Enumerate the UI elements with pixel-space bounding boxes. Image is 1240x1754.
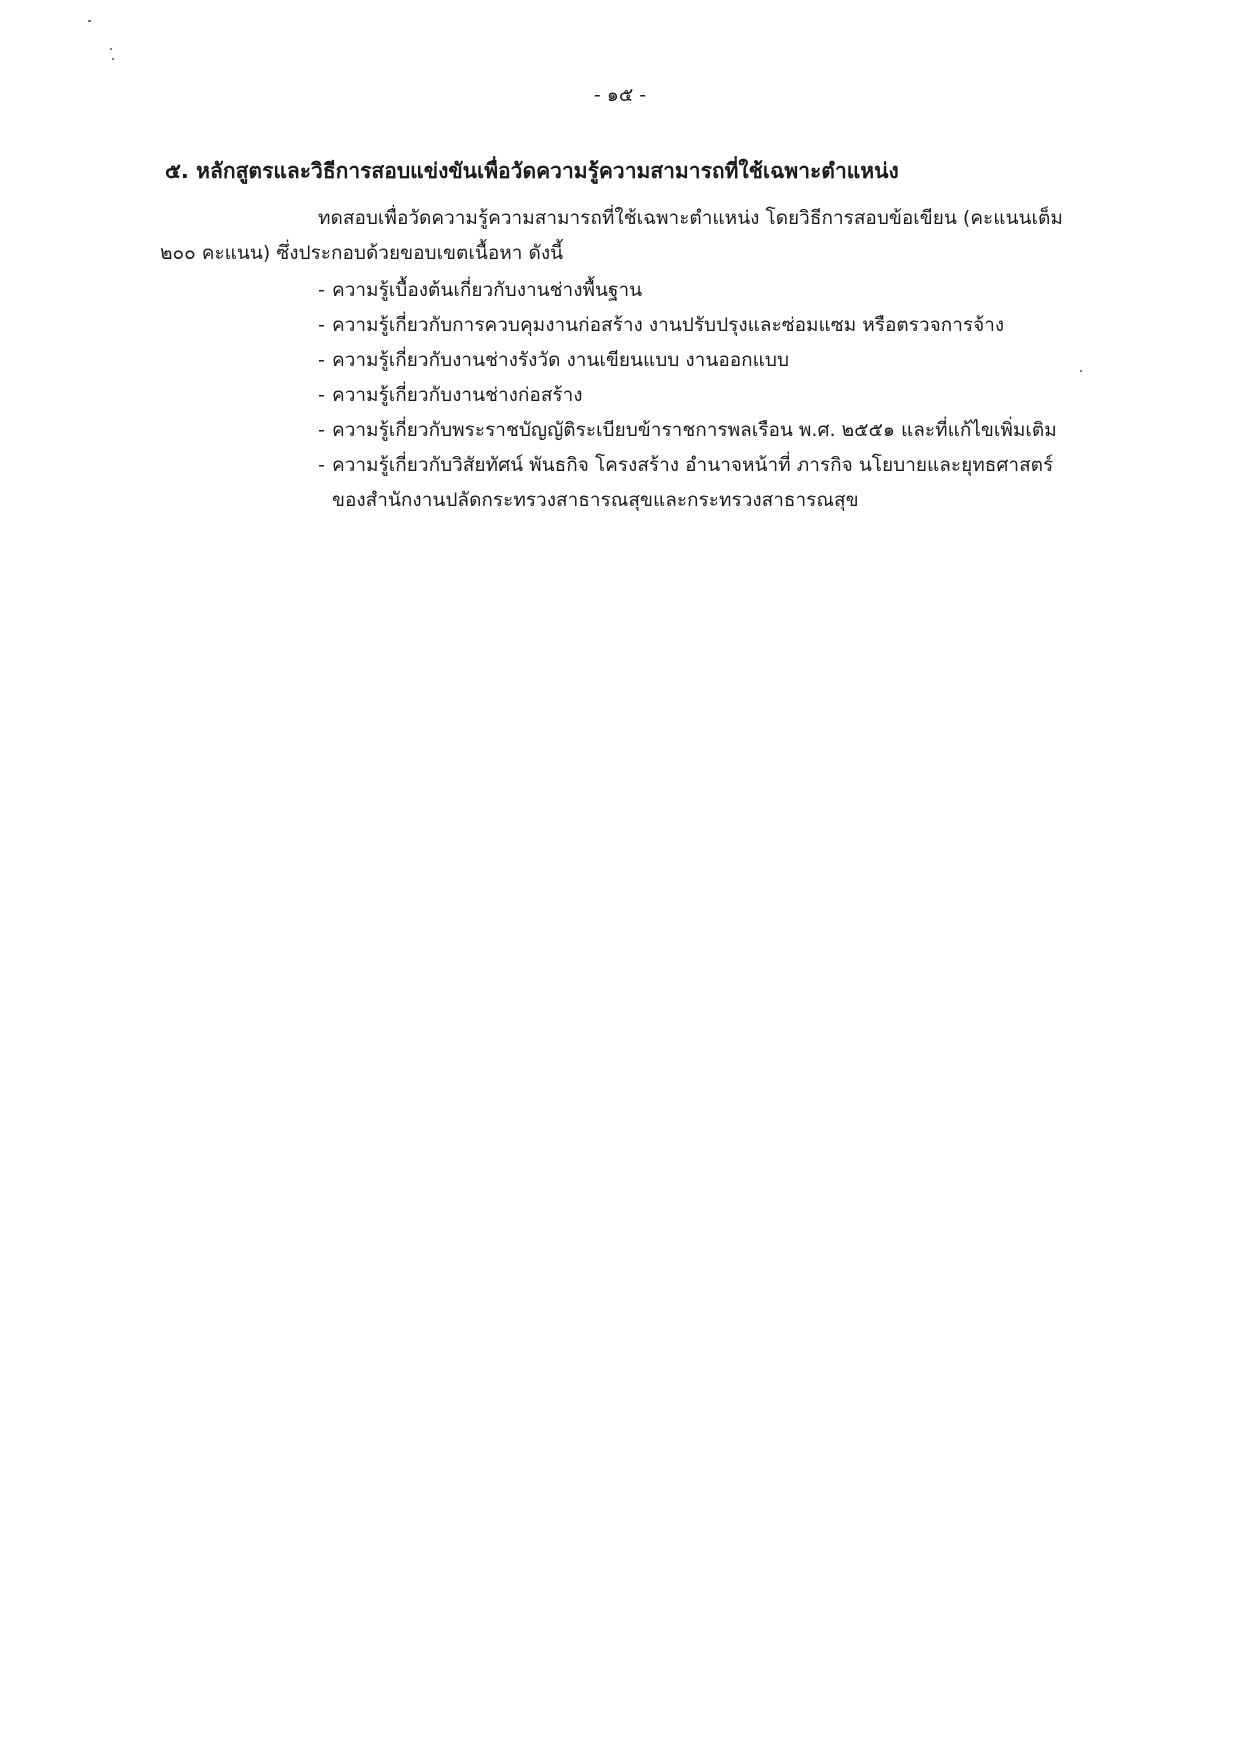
bullet-dash: - [318,384,325,406]
bullet-dash: - [318,419,325,441]
list-item [318,448,1057,518]
list-item-text: ความรู้เกี่ยวกับวิสัยทัศน์ พันธกิจ โครงสร้าง อำนาจหน้าที่ ภารกิจ นโยบายและยุทธศาสตร์ [332,454,1054,476]
page-number: - ๑๕ - [593,84,647,106]
scan-speck [88,20,91,22]
bullet-dash: - [318,349,325,371]
scan-speck [110,48,112,50]
intro-paragraph-line-1: ทดสอบเพื่อวัดความรู้ความสามารถที่ใช้เฉพาะตำแหน่ง โดยวิธีการสอบข้อเขียน (คะแนนเต็ม [318,207,1063,229]
list-item [318,413,1057,448]
content-scope-list [318,273,1057,518]
list-item-text: ความรู้เบื้องต้นเกี่ยวกับงานช่างพื้นฐาน [332,279,643,301]
list-item-text: ความรู้เกี่ยวกับการควบคุมงานก่อสร้าง งานปรับปรุงและซ่อมแซม หรือตรวจการจ้าง [332,314,1005,336]
bullet-dash: - [318,279,325,301]
list-item [318,378,1057,413]
bullet-dash: - [318,314,325,336]
list-item-text: ความรู้เกี่ยวกับงานช่างรังวัด งานเขียนแบบ งานออกแบบ [332,349,790,371]
scan-speck [1080,370,1082,372]
list-item [318,308,1057,343]
scan-speck [112,58,114,60]
list-item-continuation: ของสำนักงานปลัดกระทรวงสาธารณสุขและกระทรวงสาธารณสุข [332,489,859,511]
bullet-dash: - [318,454,325,476]
list-item [318,343,1057,378]
list-item-text: ความรู้เกี่ยวกับงานช่างก่อสร้าง [332,384,583,406]
section-heading: ๕. หลักสูตรและวิธีการสอบแข่งขันเพื่อวัดความรู้ความสามารถที่ใช้เฉพาะตำแหน่ง [165,159,899,183]
intro-paragraph-line-2: ๒๐๐ คะแนน) ซึ่งประกอบด้วยขอบเขตเนื้อหา ดังนี้ [160,242,564,264]
list-item [318,273,1057,308]
list-item-text: ความรู้เกี่ยวกับพระราชบัญญัติระเบียบข้าราชการพลเรือน พ.ศ. ๒๕๕๑ และที่แก้ไขเพิ่มเติม [332,419,1057,441]
